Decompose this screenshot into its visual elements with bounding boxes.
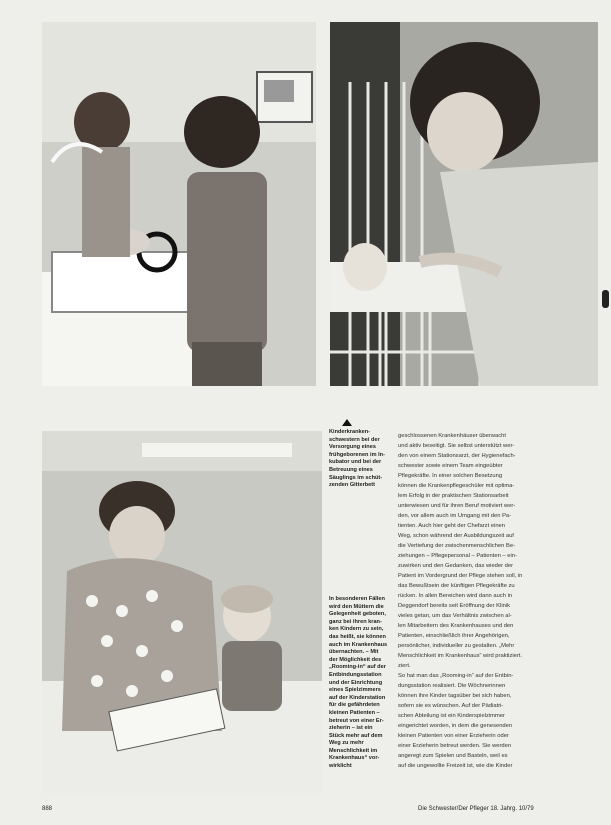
- caption-line: wird den Müttern die: [329, 603, 384, 610]
- body-text-line: das Bewußtsein der künftigen Pflegekräfte zu: [398, 583, 515, 589]
- caption-line: Kinderkranken-: [329, 429, 371, 435]
- caption-pointer-arrow: [342, 419, 352, 426]
- caption-line: In besonderen Fällen: [329, 596, 385, 602]
- body-text-line: ziehungen – Pflegepersonal – Patienten – ein-: [398, 553, 517, 559]
- caption-line: Weg zu mehr: [329, 740, 364, 747]
- photo-crib-drawing: [330, 22, 598, 386]
- body-text-line: können ihre Kinder tagsüber bei sich haben,: [398, 693, 512, 699]
- caption-line: Entbindungsstation: [329, 671, 382, 678]
- body-text-line: vieles getan, um das Verhältnis zwischen al-: [398, 613, 512, 619]
- body-text-line: Weg, schon während der Ausbildungszeit auf: [398, 533, 514, 539]
- caption-line: ken Kindern zu sein,: [329, 626, 384, 633]
- caption-line: Menschlichkeit im: [329, 747, 378, 754]
- photo-mother-child: [42, 431, 322, 793]
- caption-top-photos: [329, 429, 389, 490]
- body-text-line: len Mitarbeitern des Krankenhauses und den: [398, 623, 514, 629]
- photo-incubator-drawing: [42, 22, 316, 386]
- caption-line: auch im Krankenhaus: [329, 641, 388, 648]
- body-text-line: sofern sie es wünschen. Auf der Pädiatri-: [398, 703, 504, 709]
- caption-line: auf der Kinderstation: [329, 694, 386, 701]
- caption-line: wirklicht: [329, 763, 352, 770]
- magazine-reference: Die Schwester/Der Pfleger 18. Jahrg. 10/79: [418, 806, 534, 812]
- body-text-line: dungsstation realisiert. Die Wöchnerinnen: [398, 683, 506, 689]
- body-text-line: die Vertiefung der zwischenmenschlichen Be-: [398, 543, 515, 549]
- caption-line: übernachten. – Mit: [329, 649, 379, 656]
- body-text-line: und aktiv beseitigt. Sie selbst unterstützt wer-: [398, 443, 515, 449]
- caption-line: zieherin – ist ein: [329, 725, 373, 732]
- body-text-line: lem Erfolg in der praktischen Stationsarbeit: [398, 493, 509, 499]
- caption-line: Versorgung eines: [329, 444, 376, 451]
- body-text-line: können die Krankenpflegeschüler mit optima-: [398, 483, 515, 489]
- body-text-line: Deggendorf bereits seit Eröffnung der Klinik: [398, 603, 511, 609]
- body-text-line: rücken. In allen Bereichen wird dann auch in: [398, 593, 513, 599]
- page-edge-mark: [602, 290, 609, 308]
- body-text-line: schwester sowie einem Team eingeübter: [398, 463, 503, 469]
- caption-line: kleinen Patienten –: [329, 709, 380, 716]
- body-text-line: auf die ungewollte Freizeit ist, wie die Kinder: [398, 763, 513, 769]
- caption-line: frühgeborenen im In-: [329, 451, 385, 458]
- caption-line: betreut von einer Er-: [329, 717, 384, 724]
- body-text-line: tienten. Auch hier geht der Chefarzt einen: [398, 523, 505, 529]
- body-text-line: kleinen Patienten von einer Erzieherin oder: [398, 733, 509, 739]
- caption-line: Säuglings im schüt-: [329, 474, 383, 481]
- body-text-line: den, vor allem auch im Umgang mit den Pa-: [398, 513, 512, 519]
- body-text-line: einer Erzieherin betreut werden. Sie werden: [398, 743, 512, 749]
- caption-line: „Rooming-in“ auf der: [329, 664, 386, 671]
- body-text-line: schen Abteilung ist ein Kinderspielzimmer: [398, 713, 505, 719]
- caption-line: ganz bei ihren kran-: [329, 618, 382, 625]
- body-text-line: persönlicher, individueller zu gestalten. „Mehr: [398, 643, 515, 649]
- caption-line: Gelegenheit geboten,: [329, 611, 386, 618]
- caption-line: schwestern bei der: [329, 436, 380, 443]
- article-body-text: [398, 431, 602, 771]
- page-number: 888: [42, 806, 53, 812]
- body-text-line: Pflegekräfte. In einer solchen Besetzung: [398, 473, 503, 479]
- caption-line: das heißt, sie können: [329, 633, 386, 640]
- caption-line: zenden Gitterbett: [329, 482, 375, 489]
- caption-line: Betreuung eines: [329, 466, 373, 473]
- body-text-line: unterwiesen und für ihren Beruf motiviert wer-: [398, 503, 516, 509]
- body-text-line: ziert.: [398, 663, 411, 669]
- body-text-line: Patienten, einschließlich ihrer Angehörigen,: [398, 633, 510, 639]
- caption-line: eines Spielzimmers: [329, 687, 381, 694]
- caption-line: der Möglichkeit des: [329, 656, 382, 663]
- caption-line: und der Einrichtung: [329, 679, 383, 686]
- caption-line: Krankenhaus“ vor-: [329, 755, 380, 762]
- body-text-line: Patient im Vordergrund der Pflege stehen soll, in: [398, 573, 523, 579]
- body-text-line: angeregt zum Spielen und Basteln, weil es: [398, 753, 508, 759]
- caption-line: kubator und bei der: [329, 459, 382, 466]
- body-text-line: den von einem Stationsarzt, der Hygienefach-: [398, 453, 516, 459]
- body-text-line: zuwirken und den Gedanken, das wieder der: [398, 563, 514, 569]
- body-text-line: Menschlichkeit im Krankenhaus“ wird praktiziert.: [398, 653, 523, 659]
- caption-bottom-photo: [329, 596, 389, 771]
- caption-line: Stück mehr auf dem: [329, 732, 383, 739]
- photo-mother-child-drawing: [42, 431, 322, 793]
- photo-crib-nurse: [330, 22, 598, 386]
- body-text-line: geschlossenen Krankenhäuser überwacht: [398, 433, 506, 439]
- caption-line: für die gefährdeten: [329, 702, 380, 709]
- photo-incubator-nurses: [42, 22, 316, 386]
- body-text-line: So hat man das „Rooming-in“ auf der Entbin-: [398, 673, 514, 679]
- body-text-line: eingerichtet worden, in dem die genesenden: [398, 723, 513, 729]
